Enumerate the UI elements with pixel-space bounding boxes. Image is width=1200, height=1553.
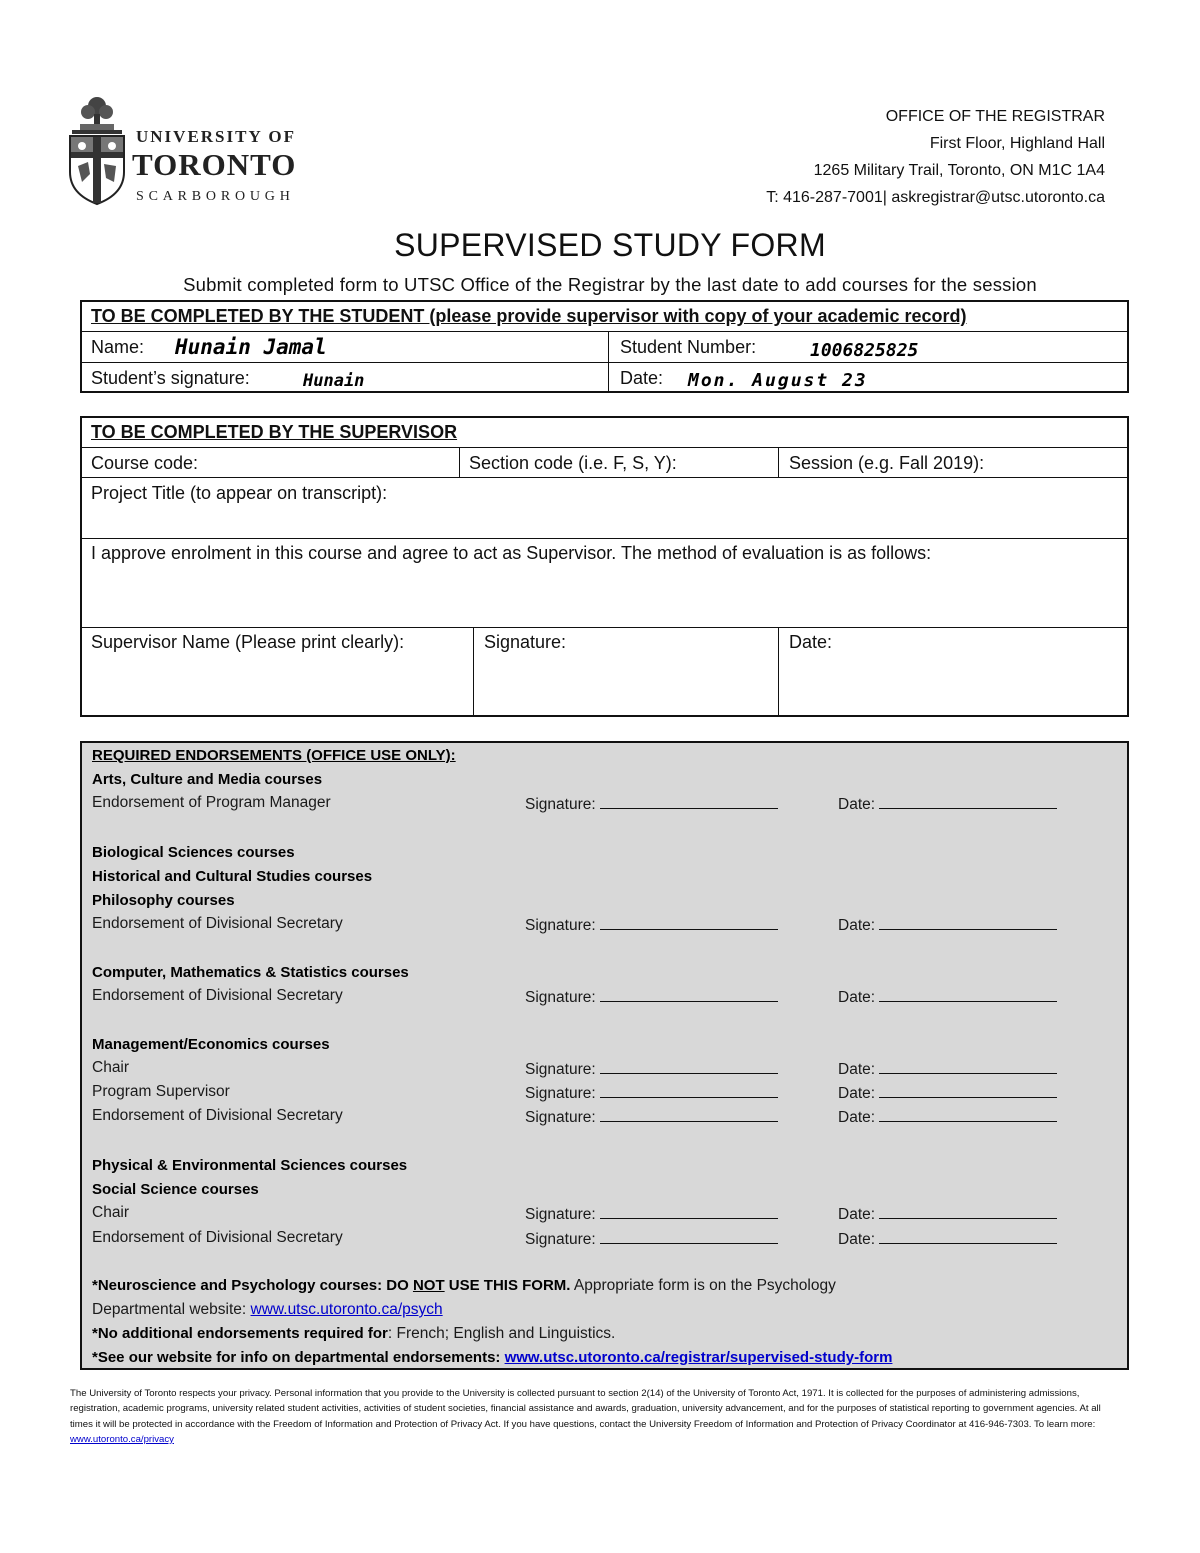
- cms-signature-line[interactable]: Signature:: [525, 987, 778, 1007]
- mgmt-chair-label: Chair: [92, 1059, 130, 1076]
- mgmt-chair-date-line[interactable]: Date:: [838, 1059, 1057, 1079]
- section-code-field[interactable]: Section code (i.e. F, S, Y):: [469, 453, 677, 473]
- signature-label: Student’s signature:: [91, 368, 250, 388]
- cms-heading: Computer, Mathematics & Statistics courses: [92, 964, 409, 981]
- student-signature-field[interactable]: Hunain: [303, 371, 365, 391]
- name-label: Name:: [91, 337, 145, 357]
- phys-chair-label: Chair: [92, 1204, 130, 1221]
- philosophy-heading: Philosophy courses: [92, 892, 235, 909]
- bio-signature-line[interactable]: Signature:: [525, 915, 778, 935]
- phys-endorsement-label: Endorsement of Divisional Secretary: [92, 1229, 343, 1246]
- supervisor-name-field[interactable]: Supervisor Name (Please print clearly):: [91, 632, 405, 652]
- privacy-link[interactable]: www.utoronto.ca/privacy: [70, 1433, 174, 1445]
- form-subtitle: Submit completed form to UTSC Office of the Registrar by the last date to add courses for the session: [183, 274, 1037, 295]
- social-science-heading: Social Science courses: [92, 1181, 259, 1198]
- office-contact: T: 416-287-7001| askregistrar@utsc.utoronto.ca: [766, 189, 1105, 206]
- bio-endorsement-label: Endorsement of Divisional Secretary: [92, 915, 343, 932]
- arts-date-line[interactable]: Date:: [838, 794, 1057, 814]
- mgmt-heading: Management/Economics courses: [92, 1036, 330, 1053]
- phys-secretary-date-line[interactable]: Date:: [838, 1229, 1057, 1249]
- crest-icon: [66, 94, 128, 206]
- supervisor-section-header: TO BE COMPLETED BY THE SUPERVISOR: [91, 422, 458, 442]
- office-street: 1265 Military Trail, Toronto, ON M1C 1A4: [813, 162, 1105, 179]
- logo-line3: SCARBOROUGH: [136, 189, 295, 204]
- session-field[interactable]: Session (e.g. Fall 2019):: [789, 453, 985, 473]
- phys-heading: Physical & Environmental Sciences courses: [92, 1157, 408, 1174]
- date-label: Date:: [620, 368, 664, 388]
- arts-signature-line[interactable]: Signature:: [525, 794, 778, 814]
- student-number-field[interactable]: 1006825825: [810, 340, 919, 361]
- no-endorsement-note: *No additional endorsements required for: French; English and Linguistics.: [92, 1325, 616, 1342]
- supervised-study-link[interactable]: www.utsc.utoronto.ca/registrar/supervised-study-form: [504, 1349, 893, 1366]
- mgmt-chair-signature-line[interactable]: Signature:: [525, 1059, 778, 1079]
- student-section-header: TO BE COMPLETED BY THE STUDENT (please provide supervisor with copy of your academic record): [91, 306, 967, 326]
- mgmt-secretary-date-line[interactable]: Date:: [838, 1107, 1057, 1127]
- arts-endorsement-label: Endorsement of Program Manager: [92, 794, 331, 811]
- psych-link[interactable]: www.utsc.utoronto.ca/psych: [250, 1301, 443, 1318]
- mgmt-supervisor-signature-line[interactable]: Signature:: [525, 1083, 778, 1103]
- project-title-field[interactable]: Project Title (to appear on transcript):: [91, 483, 388, 503]
- office-name: OFFICE OF THE REGISTRAR: [885, 108, 1105, 125]
- supervisor-date-field[interactable]: Date:: [789, 632, 833, 652]
- mgmt-secretary-signature-line[interactable]: Signature:: [525, 1107, 778, 1127]
- cms-date-line[interactable]: Date:: [838, 987, 1057, 1007]
- phys-chair-signature-line[interactable]: Signature:: [525, 1204, 778, 1224]
- phys-chair-date-line[interactable]: Date:: [838, 1204, 1057, 1224]
- cms-endorsement-label: Endorsement of Divisional Secretary: [92, 987, 343, 1004]
- office-use-section: [80, 741, 1129, 1370]
- privacy-notice: The University of Toronto respects your privacy. Personal information that you provide to the University is collected pursuant to section 2(14) of the University of Toronto Act, 1971. It is collected for the purposes of administering admissions, registration, academic programs, university related student activities, activities of student societies, financial assistance and awards, graduation, university advancement, and for the purposes of statistical reporting to government agencies. At all times it will be protected in accordance with the Freedom of Information and Protection of Privacy Act. If you have questions, contact the University Freedom of Information and Protection of Privacy Coordinator at 416-946-7303. To learn more: www.utoronto.ca/privacy: [70, 1388, 1101, 1445]
- phys-secretary-signature-line[interactable]: Signature:: [525, 1229, 778, 1249]
- name-field[interactable]: Hunain Jamal: [175, 335, 327, 359]
- bio-heading: Biological Sciences courses: [92, 844, 295, 861]
- history-heading: Historical and Cultural Studies courses: [92, 868, 373, 885]
- supervisor-signature-field[interactable]: Signature:: [484, 632, 567, 652]
- office-floor: First Floor, Highland Hall: [929, 135, 1105, 152]
- dept-website-note: Departmental website: www.utsc.utoronto.ca/psych: [92, 1301, 443, 1318]
- logo-line2: TORONTO: [132, 147, 297, 182]
- mgmt-program-supervisor-label: Program Supervisor: [92, 1083, 230, 1100]
- form-title: SUPERVISED STUDY FORM: [394, 227, 826, 263]
- mgmt-endorsement-label: Endorsement of Divisional Secretary: [92, 1107, 343, 1124]
- course-code-field[interactable]: Course code:: [91, 453, 199, 473]
- student-date-field[interactable]: Mon. August 23: [688, 370, 868, 391]
- mgmt-supervisor-date-line[interactable]: Date:: [838, 1083, 1057, 1103]
- bio-date-line[interactable]: Date:: [838, 915, 1057, 935]
- evaluation-method-field[interactable]: I approve enrolment in this course and agree to act as Supervisor. The method of evaluation is as follows:: [91, 543, 932, 563]
- website-note: *See our website for info on departmental endorsements: www.utsc.utoronto.ca/registrar/supervised-study-form: [92, 1349, 893, 1366]
- logo-line1: UNIVERSITY OF: [136, 127, 296, 146]
- arts-heading: Arts, Culture and Media courses: [92, 771, 323, 788]
- student-number-label: Student Number:: [620, 337, 757, 357]
- office-header: REQUIRED ENDORSEMENTS (OFFICE USE ONLY):: [92, 747, 456, 764]
- neuro-note: *Neuroscience and Psychology courses: DO NOT USE THIS FORM. Appropriate form is on the Psychology: [92, 1277, 836, 1294]
